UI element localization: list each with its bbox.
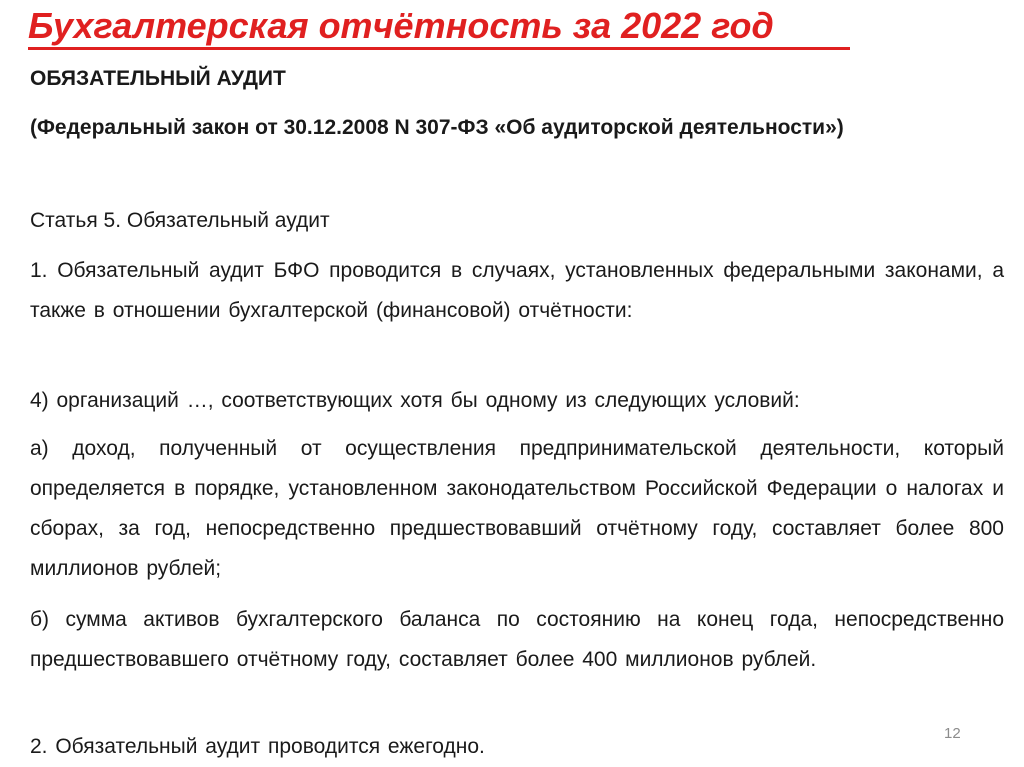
- article-heading: Статья 5. Обязательный аудит: [30, 209, 330, 232]
- conditions-intro: 4) организаций …, соответствующих хотя бы одному из следующих условий:: [30, 389, 800, 412]
- condition-a: а) доход, полученный от осуществления предпринимательской деятельности, который определяется в порядке, установленном законодательством Российской Федерации о налогах и сборах, за год, непосредственно предшествовавший отчётному году, составляет более 800 миллионов рублей;: [30, 437, 1004, 580]
- slide-subtitle: ОБЯЗАТЕЛЬНЫЙ АУДИТ: [30, 67, 286, 90]
- title-underline: [28, 47, 850, 50]
- slide-title: Бухгалтерская отчётность за 2022 год: [28, 5, 774, 46]
- condition-b: б) сумма активов бухгалтерского баланса по состоянию на конец года, непосредственно предшествовавшего отчётному году, составляет более 400 миллионов рублей.: [30, 608, 1004, 671]
- paragraph-1: 1. Обязательный аудит БФО проводится в случаях, установленных федеральными законами, а также в отношении бухгалтерской (финансовой) отчётности:: [30, 259, 1004, 322]
- paragraph-2: 2. Обязательный аудит проводится ежегодно.: [30, 735, 485, 758]
- law-reference: (Федеральный закон от 30.12.2008 N 307-ФЗ «Об аудиторской деятельности»): [30, 116, 844, 139]
- page-number: 12: [944, 725, 961, 742]
